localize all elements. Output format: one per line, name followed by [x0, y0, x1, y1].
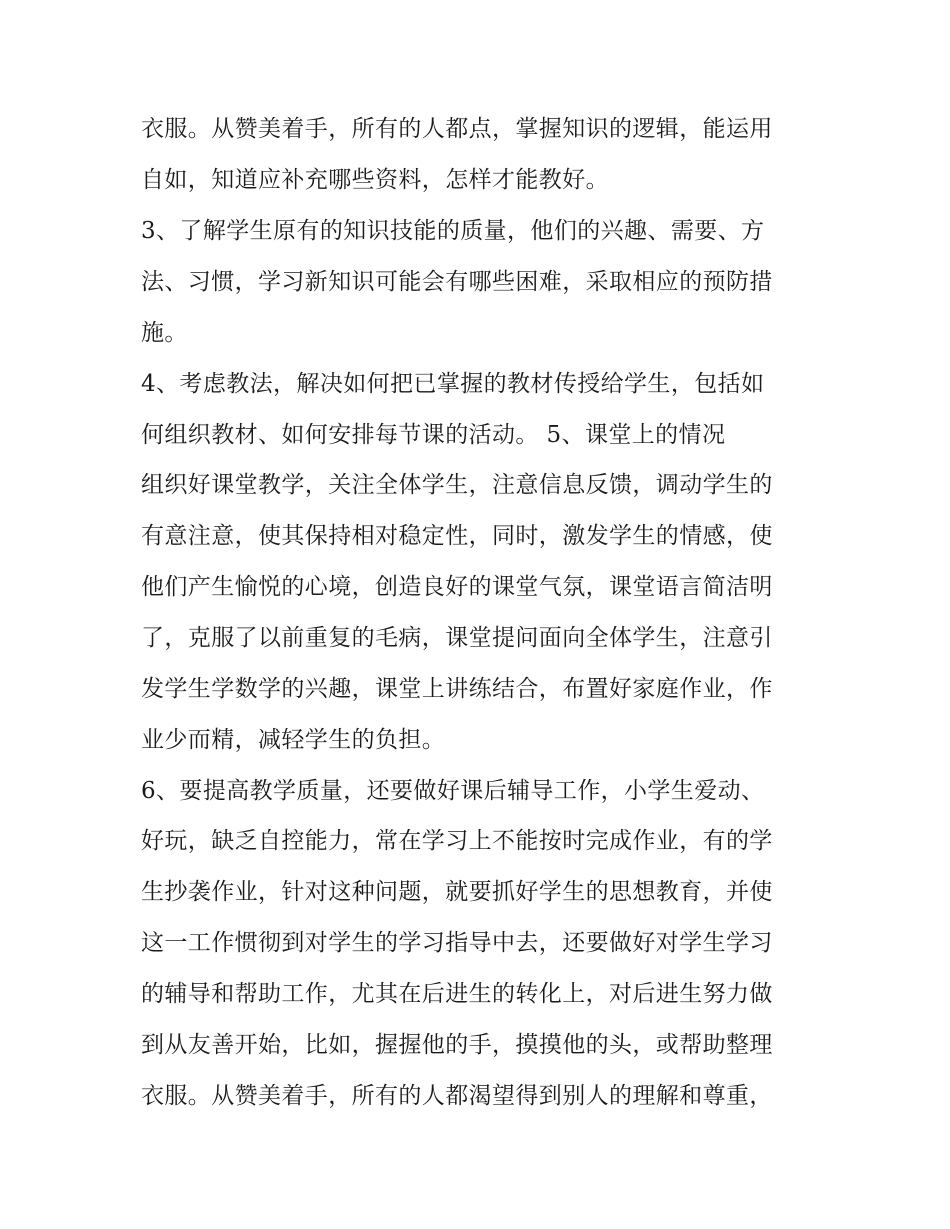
text-line: 了，克服了以前重复的毛病，课堂提问面向全体学生，注意引: [141, 625, 773, 651]
text-line: 有意注意，使其保持相对稳定性，同时，激发学生的情感，使: [141, 523, 773, 549]
text-line: 的辅导和帮助工作，尤其在后进生的转化上，对后进生努力做: [141, 981, 773, 1007]
text-line: 6、要提高教学质量，还要做好课后辅导工作，小学生爱动、: [141, 778, 765, 804]
text-line: 发学生学数学的兴趣，课堂上讲练结合，布置好家庭作业，作: [141, 676, 773, 702]
text-line: 业少而精，减轻学生的负担。: [141, 727, 446, 753]
text-line: 他们产生愉悦的心境，创造良好的课堂气氛，课堂语言简洁明: [141, 574, 773, 600]
text-line: 衣服。从赞美着手，所有的人都渴望得到别人的理解和尊重，: [141, 1083, 773, 1109]
text-line: 这一工作惯彻到对学生的学习指导中去，还要做好对学生学习: [141, 930, 773, 956]
text-line: 组织好课堂教学，关注全体学生，注意信息反馈，调动学生的: [141, 472, 773, 498]
text-line: 好玩，缺乏自控能力，常在学习上不能按时完成作业，有的学: [141, 828, 773, 854]
text-line: 衣服。从赞美着手，所有的人都点，掌握知识的逻辑，能运用: [141, 116, 773, 142]
text-line: 施。: [141, 320, 188, 346]
text-line: 到从友善开始，比如，握握他的手，摸摸他的头，或帮助整理: [141, 1032, 773, 1058]
text-line: 何组织教材、如何安排每节课的活动。 5、课堂上的情况: [141, 422, 726, 448]
text-line: 4、考虑教法，解决如何把已掌握的教材传授给学生，包括如: [141, 371, 765, 397]
text-line: 3、了解学生原有的知识技能的质量，他们的兴趣、需要、方: [141, 218, 765, 244]
text-line: 自如，知道应补充哪些资料，怎样才能教好。: [141, 167, 609, 193]
text-line: 法、习惯，学习新知识可能会有哪些困难，采取相应的预防措: [141, 269, 773, 295]
text-line: 生抄袭作业，针对这种问题，就要抓好学生的思想教育，并使: [141, 879, 773, 905]
